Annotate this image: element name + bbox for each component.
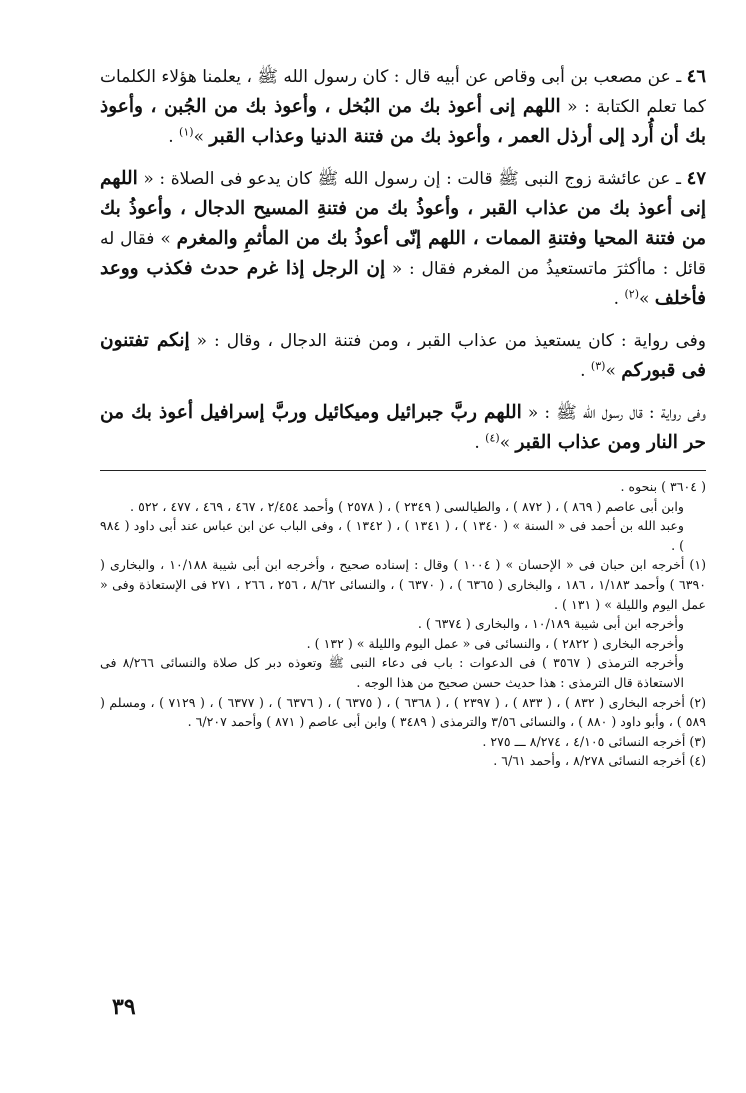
page-body xyxy=(100,62,706,771)
footnote-item: وأخرجه الترمذى ( ٣٥٦٧ ) فى الدعوات : باب فى دعاء النبى ﷺ وتعوذه دبر كل صلاة والنسائى ٨/٢٦٦ فى الاستعاذة قال الترمذى : هذا حديث حسن صحيح من هذا الوجه . xyxy=(100,655,684,690)
footnote-item: وعبد الله بن أحمد فى « السنة » ( ١٣٤٠ ) ، ( ١٣٤١ ) ، ( ١٣٤٢ ) ، وفى الباب عن ابن عباس عند أبى داود ( ٩٨٤ ) . xyxy=(100,518,684,553)
footnote-ref: (٢) xyxy=(624,287,639,301)
narration-text: ـ عن مصعب بن أبى وقاص عن أبيه قال : كان رسول الله ﷺ ، يعلمنا هؤلاء الكلمات كما تعلم الكتابة : « xyxy=(100,67,706,117)
hadith-number: ٤٧ xyxy=(686,168,706,189)
footnote-item: (٣) أخرجه النسائى ٤/١٠٥ ، ٨/٢٧٤ ـــ ٢٧٥ . xyxy=(482,733,706,749)
footnote-item: وأخرجه ابن أبى شيبة ١٠/١٨٩ ، والبخارى ( ٦٣٧٤ ) . xyxy=(417,616,684,632)
narration-text: . xyxy=(580,361,591,381)
footnote-item: (٢) أخرجه البخارى ( ٨٣٢ ) ، ( ٨٣٣ ) ، ( ٢٣٩٧ ) ، ( ٦٣٦٨ ) ، ( ٦٣٧٥ ) ، ( ٦٣٧٦ ) ، ( ٦٣٧٧ ) ، ( ٧١٢٩ ) ، ومسلم ( ٥٨٩ ) ، وأبو داود ( ٨٨٠ ) ، والنسائى ٣/٥٦ والترمذى ( ٣٤٨٩ ) وابن أبى عاصم ( ٨٧١ ) وأحمد ٦/٢٠٧ . xyxy=(100,694,707,730)
narration-text: » xyxy=(605,361,622,381)
narration-text: وفى رواية : قال رسول الله ﷺ : « xyxy=(521,403,706,423)
hadith-section xyxy=(100,62,706,458)
footnote-item: ( ٣٦٠٤ ) بنحوه . xyxy=(620,479,706,494)
footnote-divider xyxy=(100,470,706,471)
footnote-item: (١) أخرجه ابن حبان فى « الإحسان » ( ١٠٠٤ ) وقال : إسناده صحيح ، وأخرجه ابن أبى شيبة ١٠/١٨٨ ، والبخارى ( ٦٣٩٠ ) وأحمد ١/١٨٣ ، ١٨٦ ، والبخارى ( ٦٣٦٥ ) ، ( ٦٣٧٠ ) ، والنسائى ٨/٦٢ ، ٢٥٦ ، ٢٦٦ ، ٢٧١ فى الإستعاذة وفى « عمل اليوم والليلة » ( ١٣١ ) . xyxy=(100,557,706,612)
footnote-item: (٤) أخرجه النسائى ٨/٢٧٨ ، وأحمد ٦/٦١ . xyxy=(493,753,706,769)
hadith-paragraph xyxy=(100,164,706,314)
hadith-number: ٤٦ xyxy=(686,66,706,87)
dua-text: إنكم تفتنون فى قبوركم xyxy=(100,330,706,381)
narration-text: » xyxy=(499,433,516,453)
dua-text: اللهم ربَّ جبرائيل وميكائيل وربَّ إسرافيل أعوذ بك من حر النار ومن عذاب القبر xyxy=(100,402,706,453)
page-number: ٣٩ xyxy=(112,994,136,1020)
hadith-paragraph xyxy=(100,398,706,458)
footnotes-section xyxy=(100,477,706,771)
footnote-ref: (٤) xyxy=(485,431,500,445)
footnote-item: وأخرجه البخارى ( ٢٨٢٢ ) ، والنسائى فى « عمل اليوم والليلة » ( ١٣٢ ) . xyxy=(306,635,684,651)
narration-text: وفى رواية : كان يستعيذ من عذاب القبر ، ومن فتنة الدجال ، وقال : « xyxy=(189,331,706,351)
dua-text: إن الرجل إذا غرم حدث فكذب ووعد فأخلف xyxy=(100,258,706,309)
narration-text: » فقال له قائل : ماأكثرَ ماتستعيذُ من المغرم فقال : « xyxy=(100,229,706,279)
dua-text: اللهم إنى أعوذ بك من البُخل ، وأعوذ بك من الجُبن ، وأعوذ بك أن أُرد إلى أرذل العمر ، وأعوذ بك من فتنة الدنيا وعذاب القبر xyxy=(100,96,706,147)
narration-text: » xyxy=(193,127,210,147)
dua-text: اللهم إنى أعوذ بك من عذاب القبر ، وأعوذُ بك من فتنةِ المسيح الدجال ، وأعوذُ بك من فتنة المحيا وفتنةِ الممات ، اللهم إنّى أعوذُ بك من المأثمِ والمغرم xyxy=(100,168,706,249)
narration-text: . xyxy=(474,433,486,453)
hadith-paragraph xyxy=(100,62,706,152)
narration-text: . xyxy=(613,289,625,309)
footnote-item: وابن أبى عاصم ( ٨٦٩ ) ، ( ٨٧٢ ) ، والطيالسى ( ٢٣٤٩ ) ، ( ٢٥٧٨ ) وأحمد ٢/٤٥٤ ، ٤٦٧ ، ٤٦٩ ، ٤٧٧ ، ٥٢٢ . xyxy=(130,498,684,514)
narration-text: . xyxy=(168,127,180,147)
narration-text: ـ عن عائشة زوج النبى ﷺ قالت : إن رسول الله ﷺ كان يدعو فى الصلاة : « xyxy=(137,169,687,189)
narration-text: » xyxy=(638,289,655,309)
footnote-ref: (٣) xyxy=(590,359,606,373)
hadith-paragraph xyxy=(100,326,706,386)
footnote-ref: (١) xyxy=(179,125,194,139)
